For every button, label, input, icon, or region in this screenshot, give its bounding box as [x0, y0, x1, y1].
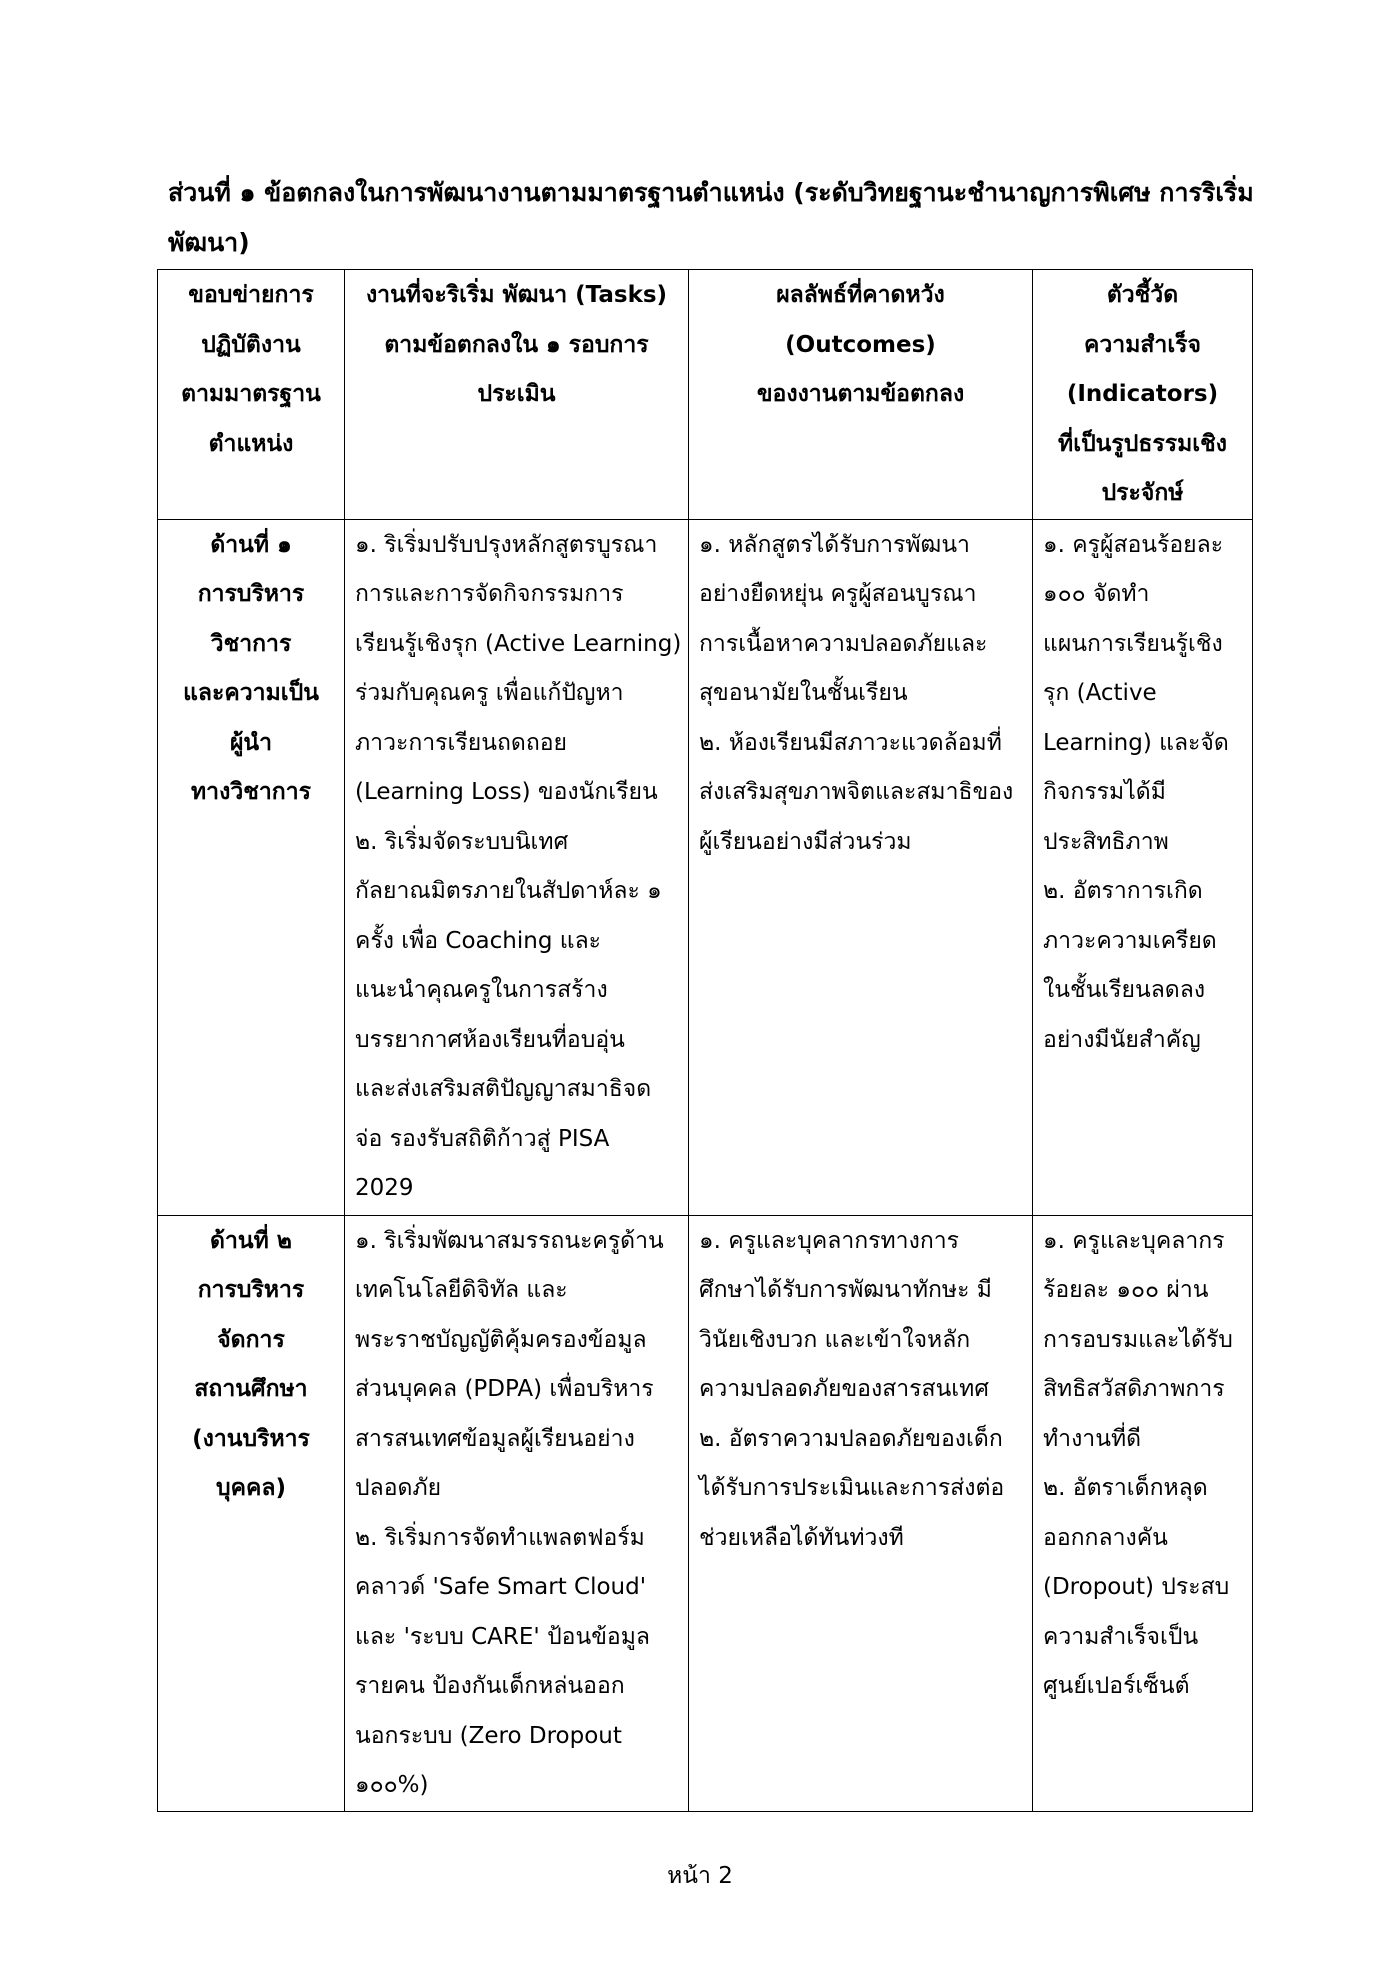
cell-line: (Learning Loss) ของนักเรียน [355, 779, 658, 805]
cell-line: ร่วมกับคุณครู เพื่อแก้ปัญหา [355, 680, 624, 706]
cell-line: สารสนเทศข้อมูลผู้เรียนอย่าง [355, 1425, 635, 1452]
cell-line: อย่างมีนัยสำคัญ [1043, 1026, 1201, 1053]
table-row [158, 519, 1253, 1215]
cell-line: ๒. ริเริ่มจัดระบบนิเทศ [355, 828, 569, 855]
cell-line: ทางวิชาการ [191, 779, 311, 805]
cell-line: เทคโนโลยีดิจิทัล และ [355, 1277, 568, 1303]
cell-line: ออกกลางคัน [1043, 1524, 1168, 1551]
cell-line: ร้อยละ ๑๐๐ ผ่าน [1043, 1277, 1209, 1303]
cell-line: ด้านที่ ๑ [210, 531, 292, 558]
cell-line: และส่งเสริมสติปัญญาสมาธิจด [355, 1076, 652, 1102]
cell-line: ตามมาตรฐาน [181, 381, 321, 407]
area-cell [158, 519, 345, 1215]
cell-line: ๒. อัตราการเกิด [1043, 878, 1203, 904]
cell-line: นอกระบบ (Zero Dropout [355, 1722, 622, 1749]
cell-line: 2029 [355, 1175, 414, 1201]
indicators-cell [1033, 519, 1253, 1215]
cell-line: บุคคล) [216, 1475, 286, 1501]
page-number: หน้า 2 [667, 1863, 733, 1889]
cell-line: แผนการเรียนรู้เชิง [1043, 630, 1223, 657]
cell-line: ผู้นำ [229, 729, 273, 756]
cell-line: บรรยากาศห้องเรียนที่อบอุ่น [355, 1026, 625, 1053]
cell-line: ช่วยเหลือได้ทันท่วงที [699, 1524, 904, 1551]
cell-line: ทำงานที่ดี [1043, 1425, 1142, 1452]
cell-line: ตามข้อตกลงใน ๑ รอบการ [384, 331, 649, 358]
tasks-cell [345, 1215, 689, 1811]
cell-line: (งานบริหาร [192, 1425, 310, 1452]
section-heading-line: พัฒนา) [168, 228, 250, 257]
cell-line: การเนื้อหาความปลอดภัยและ [699, 630, 988, 657]
cell-line: ของงานตามข้อตกลง [756, 381, 965, 407]
cell-line: ๒. อัตราความปลอดภัยของเด็ก [699, 1425, 1003, 1452]
cell-line: ความสำเร็จ [1083, 331, 1202, 358]
cell-line: วินัยเชิงบวก และเข้าใจหลัก [699, 1326, 971, 1353]
cell-line: และ 'ระบบ CARE' ป้อนข้อมูล [355, 1623, 650, 1650]
cell-line: ในชั้นเรียนลดลง [1043, 977, 1206, 1003]
tasks-cell [345, 519, 689, 1215]
cell-line: การและการจัดกิจกรรมการ [355, 581, 624, 607]
cell-line: ๑. ครูและบุคลากร [1043, 1227, 1225, 1254]
cell-line: จัดการ [217, 1326, 285, 1353]
header-scope [158, 270, 345, 520]
cell-line: จ่อ รองรับสถิติก้าวสู่ PISA [355, 1125, 610, 1152]
cell-line: กัลยาณมิตรภายในสัปดาห์ละ ๑ [355, 878, 662, 904]
cell-line: ๒. ห้องเรียนมีสภาวะแวดล้อมที่ [699, 729, 1002, 756]
cell-line: (Outcomes) [785, 331, 936, 358]
cell-line: การบริหาร [197, 581, 305, 607]
cell-line: ขอบข่ายการ [188, 282, 314, 308]
cell-line: ศูนย์เปอร์เซ็นต์ [1043, 1673, 1190, 1699]
cell-line: (Indicators) [1066, 381, 1219, 407]
cell-line: วิชาการ [210, 630, 292, 657]
cell-line: สุขอนามัยในชั้นเรียน [699, 680, 908, 706]
outcomes-cell [689, 519, 1033, 1215]
cell-line: ตัวชี้วัด [1106, 282, 1179, 308]
table-header-row [158, 270, 1253, 520]
cell-line: กิจกรรมได้มี [1043, 779, 1166, 805]
cell-line: ส่งเสริมสุขภาพจิตและสมาธิของ [699, 779, 1014, 805]
cell-line: ประจักษ์ [1101, 480, 1184, 506]
area-cell [158, 1215, 345, 1811]
cell-line: รุก (Active [1043, 680, 1157, 706]
cell-line: และความเป็น [183, 680, 319, 706]
cell-line: ครั้ง เพื่อ Coaching และ [355, 927, 602, 954]
cell-line: ภาวะการเรียนถดถอย [355, 729, 568, 756]
agreement-table [157, 269, 1253, 1812]
cell-line: ผู้เรียนอย่างมีส่วนร่วม [699, 828, 912, 855]
section-heading [168, 168, 1254, 268]
header-indicators [1033, 270, 1253, 520]
header-outcomes [689, 270, 1033, 520]
cell-line: ประสิทธิภาพ [1043, 828, 1169, 855]
cell-line: Learning) และจัด [1043, 729, 1229, 756]
cell-line: สิทธิสวัสดิภาพการ [1043, 1376, 1225, 1402]
cell-line: ๑. ริเริ่มพัฒนาสมรรถนะครูด้าน [355, 1227, 664, 1254]
table-row [158, 1215, 1253, 1811]
cell-line: ส่วนบุคคล (PDPA) เพื่อบริหาร [355, 1376, 654, 1402]
cell-line: ศึกษาได้รับการพัฒนาทักษะ มี [699, 1277, 992, 1303]
cell-line: ๒. ริเริ่มการจัดทำแพลตฟอร์ม [355, 1524, 645, 1551]
cell-line: ที่เป็นรูปธรรมเชิง [1058, 430, 1227, 457]
cell-line: ผลลัพธ์ที่คาดหวัง [776, 282, 945, 308]
cell-line: ตำแหน่ง [208, 430, 294, 457]
cell-line: ความสำเร็จเป็น [1043, 1623, 1199, 1650]
cell-line: ด้านที่ ๒ [210, 1227, 292, 1254]
cell-line: ประเมิน [477, 381, 556, 407]
cell-line: การอบรมและได้รับ [1043, 1326, 1233, 1353]
section-heading-line: ส่วนที่ ๑ ข้อตกลงในการพัฒนางานตามมาตรฐานตำแหน่ง (ระดับวิทยฐานะชำนาญการพิเศษ การริเริ่ม [168, 178, 1254, 207]
cell-line: เรียนรู้เชิงรุก (Active Learning) [355, 630, 682, 657]
cell-line: ความปลอดภัยของสารสนเทศ [699, 1376, 989, 1402]
cell-line: ๑. ครูผู้สอนร้อยละ [1043, 531, 1224, 558]
cell-line: ปฏิบัติงาน [201, 331, 301, 358]
cell-line: ภาวะความเครียด [1043, 927, 1217, 954]
header-tasks [345, 270, 689, 520]
cell-line: สถานศึกษา [194, 1376, 308, 1402]
cell-line: ๑. หลักสูตรได้รับการพัฒนา [699, 531, 970, 558]
cell-line: ได้รับการประเมินและการส่งต่อ [699, 1475, 1005, 1501]
indicators-cell [1033, 1215, 1253, 1811]
cell-line: รายคน ป้องกันเด็กหล่นออก [355, 1673, 625, 1699]
cell-line: อย่างยืดหยุ่น ครูผู้สอนบูรณา [699, 581, 977, 607]
cell-line: ๑. ครูและบุคลากรทางการ [699, 1227, 960, 1254]
outcomes-cell [689, 1215, 1033, 1811]
cell-line: แนะนำคุณครูในการสร้าง [355, 977, 608, 1003]
cell-line: ๑. ริเริ่มปรับปรุงหลักสูตรบูรณา [355, 531, 658, 558]
cell-line: (Dropout) ประสบ [1043, 1574, 1230, 1600]
cell-line: งานที่จะริเริ่ม พัฒนา (Tasks) [365, 282, 668, 308]
cell-line: ปลอดภัย [355, 1475, 442, 1501]
cell-line: ๑๐๐ จัดทำ [1043, 581, 1150, 607]
cell-line: คลาวด์ 'Safe Smart Cloud' [355, 1574, 647, 1600]
cell-line: ๑๐๐%) [355, 1772, 429, 1798]
cell-line: พระราชบัญญัติคุ้มครองข้อมูล [355, 1326, 647, 1353]
cell-line: การบริหาร [197, 1277, 305, 1303]
cell-line: ๒. อัตราเด็กหลุด [1043, 1475, 1208, 1501]
